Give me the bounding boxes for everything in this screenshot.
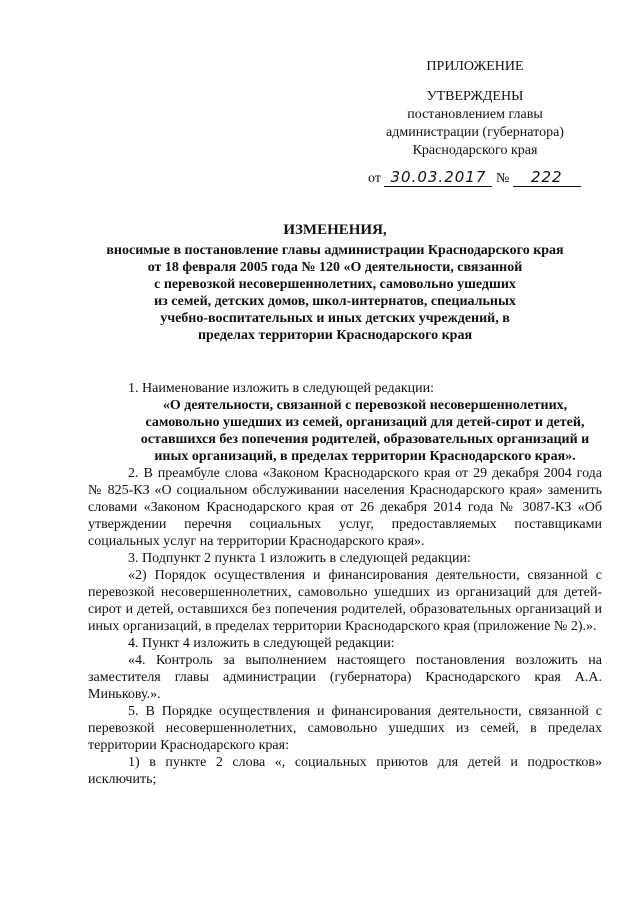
date-number-line (368, 168, 608, 187)
from-label: от (368, 171, 381, 186)
approved-label: УТВЕРЖДЕНЫ (426, 89, 524, 104)
title-line: вносимые в постановление главы администрации Краснодарского края (106, 243, 564, 258)
handwritten-date: 30.03.2017 (384, 168, 492, 187)
approval-block (360, 58, 590, 160)
appendix-label: ПРИЛОЖЕНИЕ (426, 59, 524, 74)
paragraph: 5. В Порядке осуществления и финансирования деятельности, связанной с перевозкой несовершеннолетних, самовольно ушедших из семей, в пределах территории Краснодарского края: (88, 704, 602, 753)
title-line: от 18 февраля 2005 года № 120 «О деятельности, связанной (147, 260, 523, 275)
paragraph: 4. Пункт 4 изложить в следующей редакции: (128, 636, 395, 651)
paragraph: 3. Подпункт 2 пункта 1 изложить в следующей редакции: (128, 551, 471, 566)
title-main: ИЗМЕНЕНИЯ, (283, 222, 387, 238)
approval-line-2: администрации (губернатора) (386, 125, 564, 140)
title-line: из семей, детских домов, школ-интернатов, специальных (154, 294, 516, 309)
document-title (70, 222, 600, 344)
paragraph: 1. Наименование изложить в следующей редакции: (128, 381, 434, 396)
title-line: учебно-воспитательных и иных детских учреждений, в (160, 311, 510, 326)
title-line: с перевозкой несовершеннолетних, самовольно ушедших (154, 277, 516, 292)
title-line: пределах территории Краснодарского края (197, 328, 473, 343)
document-body (88, 380, 602, 788)
paragraph: «4. Контроль за выполнением настоящего постановления возложить на заместителя главы администрации (губернатора) Краснодарского края А.А. Минькову.». (88, 653, 602, 702)
paragraph: «2) Порядок осуществления и финансирования деятельности, связанной с перевозкой несовершеннолетних, самовольно ушедших из организаций для детей-сирот и детей, оставшихся без попечения родителей, образовательных организаций и иных организаций, в пределах территории Краснодарского края (приложение № 2).». (88, 568, 602, 634)
number-label: № (495, 171, 510, 186)
paragraph: 2. В преамбуле слова «Законом Краснодарского края от 29 декабря 2004 года № 825-КЗ «О социальном обслуживании населения Краснодарского края» заменить словами «Законом Краснодарского края от 26 декабря 2014 года № 3087-КЗ «Об утверждении перечня социальных услуг, предоставляемых поставщиками социальных услуг на территории Краснодарского края». (88, 466, 602, 549)
handwritten-number: 222 (513, 168, 581, 187)
new-title-paragraph: «О деятельности, связанной с перевозкой несовершеннолетних, самовольно ушедших из семей, организаций для детей-сирот и детей, оставшихся без попечения родителей, образовательных организаций и иных организаций, в пределах территории Краснодарского края». (140, 398, 590, 464)
paragraph: 1) в пункте 2 слова «, социальных приютов для детей и подростков» исключить; (88, 755, 602, 787)
approval-line-1: постановлением главы (407, 107, 543, 122)
approval-line-3: Краснодарского края (412, 143, 538, 158)
